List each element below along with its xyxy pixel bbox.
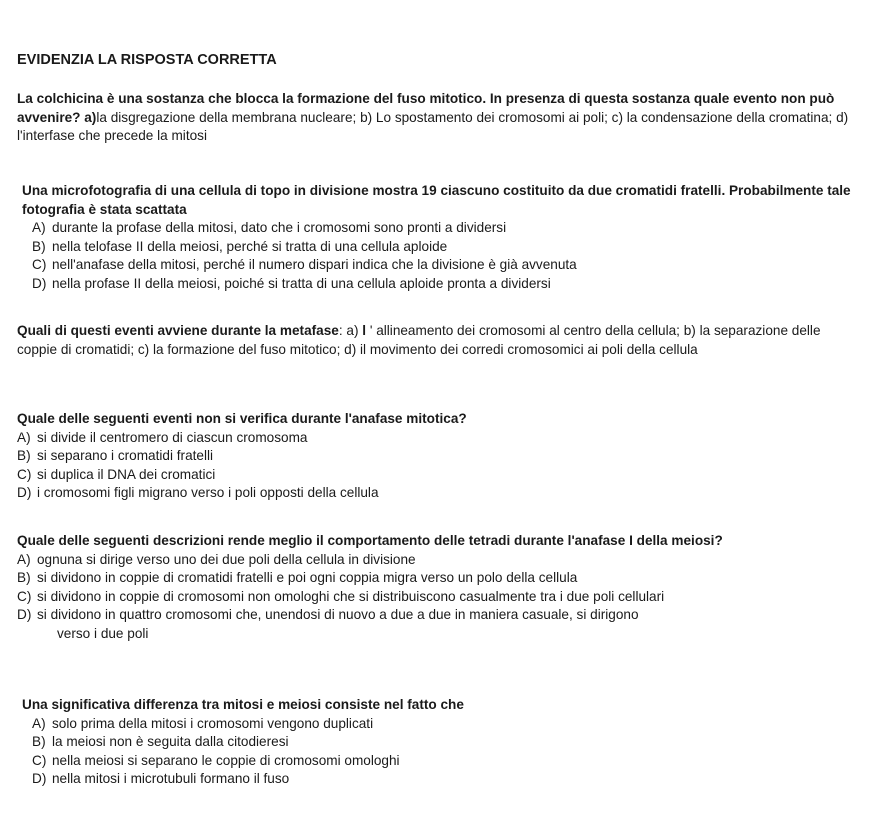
question-4-option-c[interactable]: C) si duplica il DNA dei cromatici bbox=[17, 466, 216, 482]
question-5-stem: Quale delle seguenti descrizioni rende meglio il comportamento delle tetradi durante l'anafase I della meiosi? bbox=[17, 533, 723, 548]
question-1-stem bbox=[17, 91, 848, 143]
question-5 bbox=[17, 532, 852, 643]
question-2-option-c[interactable]: C) nell'anafase della mitosi, perché il numero dispari indica che la divisione è già avvenuta bbox=[32, 257, 577, 272]
question-6-option-a[interactable]: A) solo prima della mitosi i cromosomi vengono duplicati bbox=[32, 715, 374, 731]
question-1-stem-bold: La colchicina è una sostanza che blocca la formazione del fuso mitotico. In presenza di questa sostanza quale evento non può avvenire? a) bbox=[17, 91, 835, 125]
question-5-option-b[interactable]: B) si dividono in coppie di cromatidi fratelli e poi ogni coppia migra verso un polo della cellula bbox=[17, 570, 578, 585]
question-5-option-d-continued: verso i due poli bbox=[57, 625, 149, 641]
question-3-stem: Quali di questi eventi avviene durante la metafase: a) l ' allineamento dei cromosomi al centro della cellula; b) la separazione delle coppie di cromatidi; c) la formazione del fuso mitotico; d) il movimento dei corredi cromosomici ai poli della cellula bbox=[17, 323, 821, 357]
question-6 bbox=[22, 696, 857, 789]
question-4 bbox=[17, 410, 852, 503]
question-6-stem: Una significativa differenza tra mitosi e meiosi consiste nel fatto che bbox=[22, 697, 464, 712]
question-2-stem: Una microfotografia di una cellula di topo in divisione mostra 19 ciascuno costituito da due cromatidi fratelli. Probabilmente tale fotografia è stata scattata bbox=[22, 183, 851, 217]
question-4-option-a[interactable]: A) si divide il centromero di ciascun cromosoma bbox=[17, 429, 308, 445]
question-4-option-d[interactable]: D) i cromosomi figli migrano verso i poli opposti della cellula bbox=[17, 485, 379, 500]
question-2-option-a[interactable]: A) durante la profase della mitosi, dato che i cromosomi sono pronti a dividersi bbox=[32, 220, 507, 235]
question-2-option-d[interactable]: D) nella profase II della meiosi, poiché si tratta di una cellula aploide pronta a dividersi bbox=[32, 275, 551, 291]
question-4-stem: Quale delle seguenti eventi non si verifica durante l'anafase mitotica? bbox=[17, 411, 467, 426]
question-2 bbox=[22, 182, 857, 293]
question-5-option-c[interactable]: C) si dividono in coppie di cromosomi non omologhi che si distribuiscono casualmente tra i due poli cellulari bbox=[17, 588, 665, 604]
question-1-stem-rest: la disgregazione della membrana nucleare; b) Lo spostamento dei cromosomi ai poli; c) la condensazione della cromatina; d) l'interfase che precede la mitosi bbox=[17, 109, 849, 143]
question-5-option-a[interactable]: A) ognuna si dirige verso uno dei due poli della cellula in divisione bbox=[17, 551, 416, 567]
question-6-option-d[interactable]: D) nella mitosi i microtubuli formano il fuso bbox=[32, 771, 290, 786]
question-4-option-b[interactable]: B) si separano i cromatidi fratelli bbox=[17, 448, 214, 463]
question-6-option-c[interactable]: C) nella meiosi si separano le coppie di cromosomi omologhi bbox=[32, 752, 400, 768]
question-3 bbox=[17, 322, 852, 359]
question-2-option-b[interactable]: B) nella telofase II della meiosi, perché si tratta di una cellula aploide bbox=[32, 238, 448, 254]
question-5-option-d[interactable]: D) si dividono in quattro cromosomi che, unendosi di nuovo a due a due in maniera casuale, si dirigono bbox=[17, 607, 639, 622]
page-heading: EVIDENZIA LA RISPOSTA CORRETTA bbox=[17, 52, 277, 68]
question-6-option-b[interactable]: B) la meiosi non è seguita dalla citodieresi bbox=[32, 734, 289, 749]
question-1 bbox=[17, 90, 852, 146]
